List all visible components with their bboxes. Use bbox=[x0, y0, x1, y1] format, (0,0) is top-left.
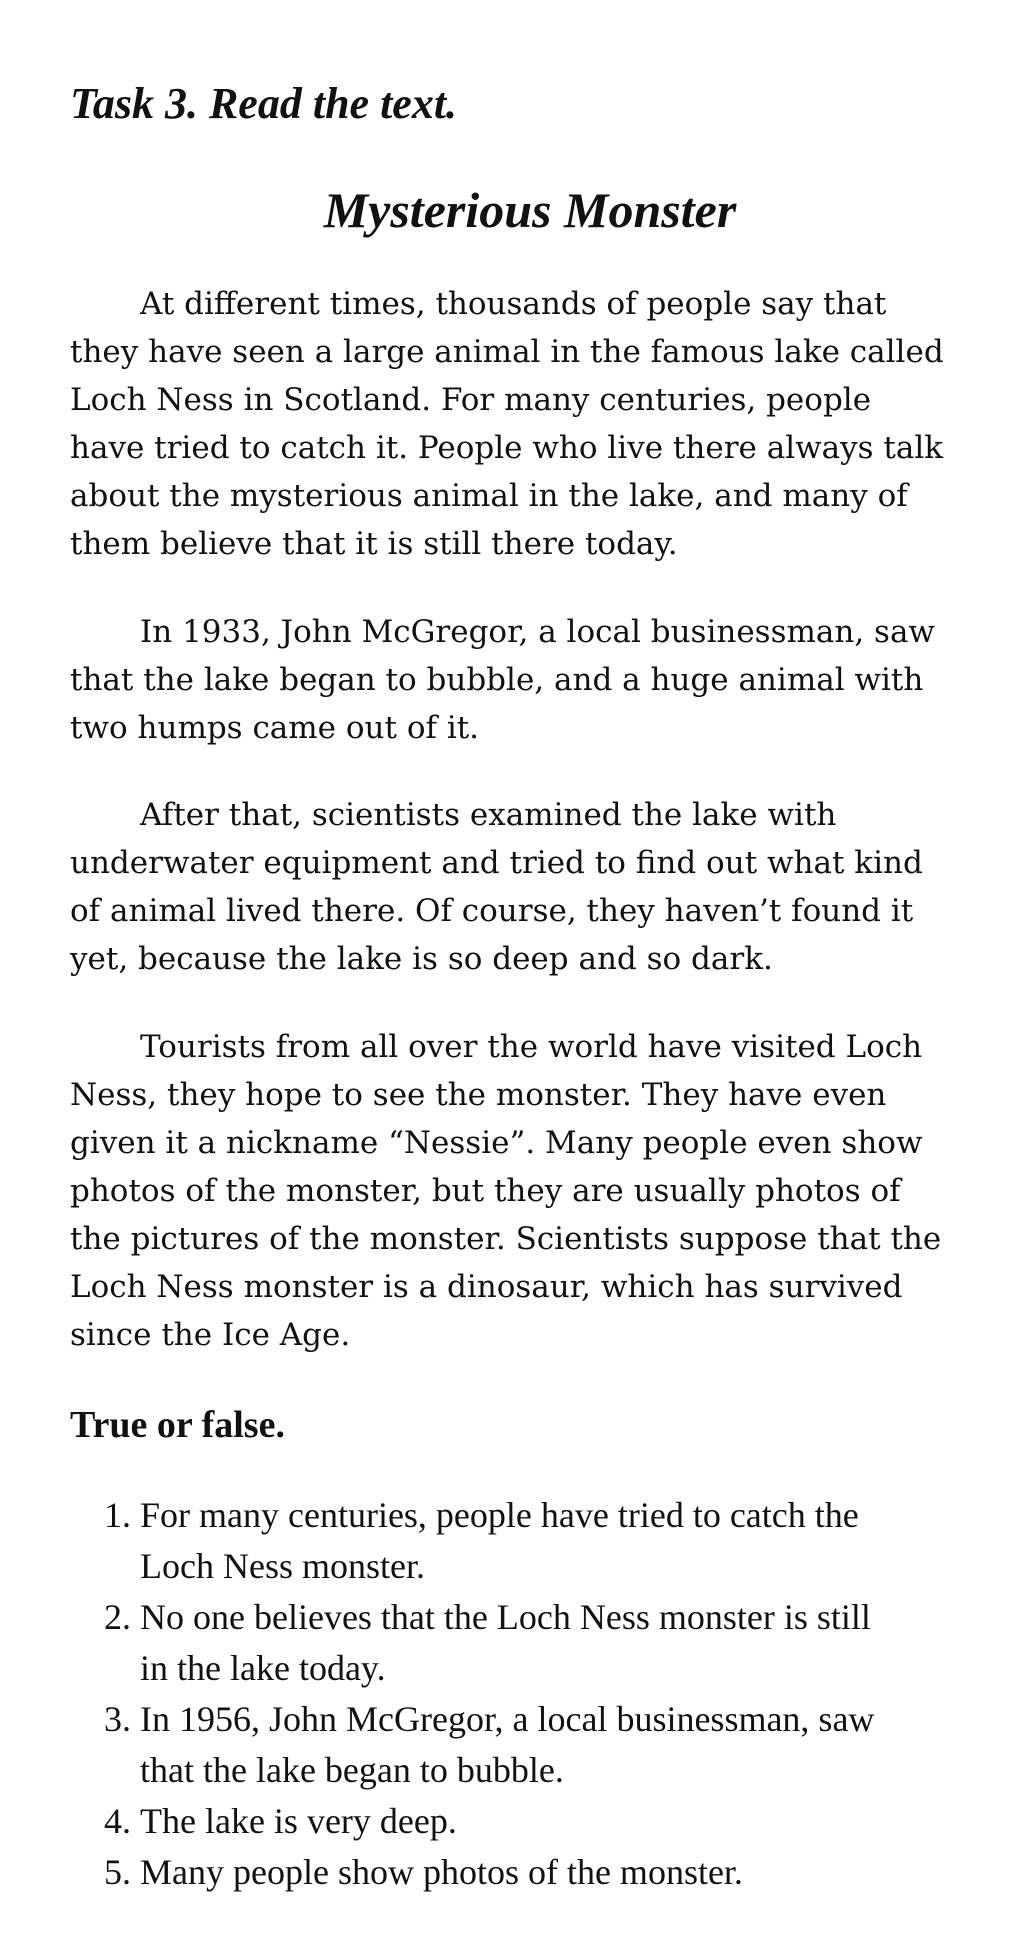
article-paragraph-1: At different times, thousands of people say that they have seen a large animal in the famous lake called Loch Ness in Scotland. For many centuries, people have tried to catch it. People who live there always talk about the mysterious animal in the lake, and many of them believe that it is still there today. bbox=[70, 286, 944, 562]
statement-number: 2. bbox=[104, 1597, 131, 1637]
statement-item-1 bbox=[104, 1490, 1004, 1592]
article-paragraph-2: In 1933, John McGregor, a local businessman, saw that the lake began to bubble, and a huge animal with two humps came out of it. bbox=[70, 614, 935, 746]
article-paragraph-4: Tourists from all over the world have visited Loch Ness, they hope to see the monster. They have even given it a nickname “Nessie”. Many people even show photos of the monster, but they are usually photos of the pictures of the monster. Scientists suppose that the Loch Ness monster is a dinosaur, which has survived since the Ice Age. bbox=[70, 1029, 942, 1353]
statement-number: 5. bbox=[104, 1852, 131, 1892]
statement-number: 4. bbox=[104, 1801, 131, 1841]
exercise-heading: True or false. bbox=[70, 1404, 285, 1446]
statement-text: In 1956, John McGregor, a local businessman, saw that the lake began to bubble. bbox=[140, 1699, 875, 1790]
statement-number: 1. bbox=[104, 1495, 131, 1535]
statement-item-5 bbox=[104, 1847, 1004, 1898]
article-title: Mysterious Monster bbox=[323, 182, 737, 238]
statement-item-4 bbox=[104, 1796, 1004, 1847]
statement-item-3 bbox=[104, 1694, 1004, 1796]
statement-number: 3. bbox=[104, 1699, 131, 1739]
statement-text: The lake is very deep. bbox=[140, 1801, 457, 1841]
article-paragraph-3: After that, scientists examined the lake with underwater equipment and tried to find out what kind of animal lived there. Of course, they haven’t found it yet, because the lake is so deep and so dark. bbox=[70, 797, 923, 977]
statement-text: For many centuries, people have tried to catch the Loch Ness monster. bbox=[140, 1495, 859, 1586]
task-title: Task 3. Read the text. bbox=[70, 79, 458, 128]
statement-item-2 bbox=[104, 1592, 1004, 1694]
statement-text: No one believes that the Loch Ness monster is still in the lake today. bbox=[140, 1597, 871, 1688]
true-false-list bbox=[104, 1490, 1004, 1898]
statement-text: Many people show photos of the monster. bbox=[140, 1852, 743, 1892]
